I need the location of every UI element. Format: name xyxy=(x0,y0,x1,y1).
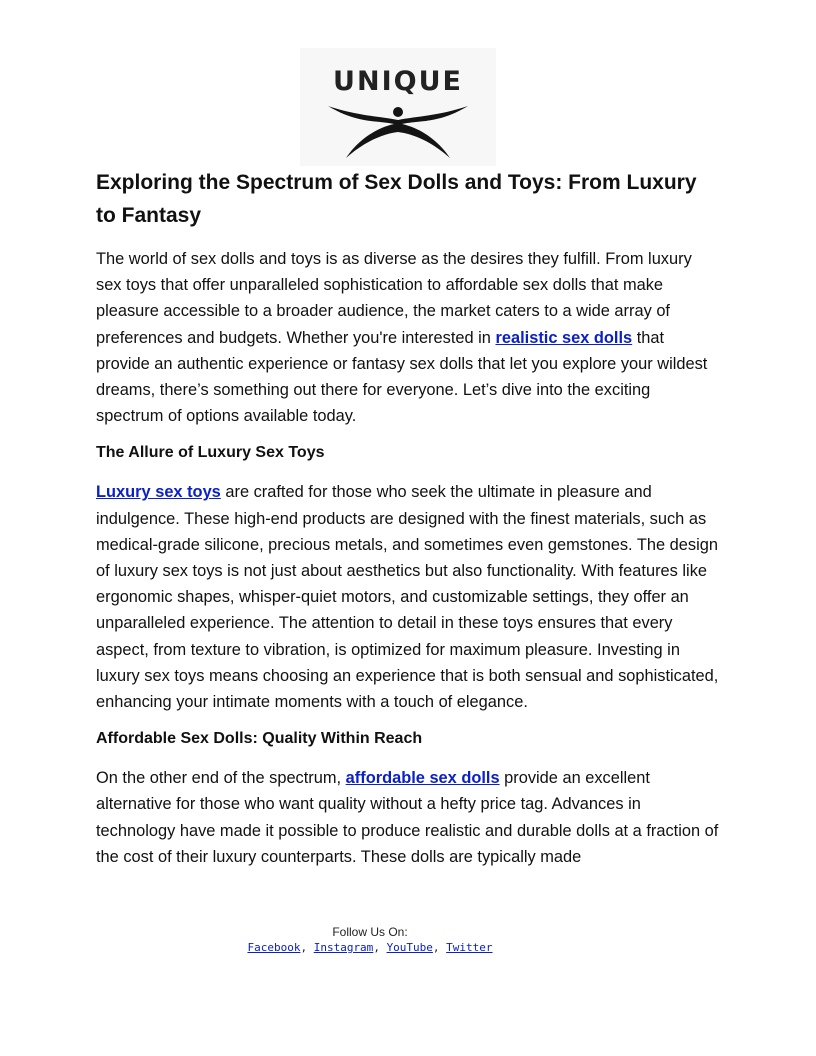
affordable-text-1: On the other end of the spectrum, xyxy=(96,769,346,788)
separator: , xyxy=(373,941,387,954)
affordable-paragraph xyxy=(96,765,720,870)
luxury-text: are crafted for those who seek the ultimate in pleasure and indulgence. These high-end products are designed with the finest materials, such as medical-grade silicone, precious metals, and sometimes even gemstones. The design of luxury sex toys is not just about aesthetics but also functionality. With features like ergonomic shapes, whisper-quiet motors, and customizable settings, they offer an unparalleled experience. The attention to detail in these toys ensures that every aspect, from texture to vibration, is optimized for maximum pleasure. Investing in luxury sex toys means choosing an experience that is both sensual and sophisticated, enhancing your intimate moments with a touch of elegance. xyxy=(96,483,719,712)
article-body xyxy=(96,166,720,882)
section-heading-affordable: Affordable Sex Dolls: Quality Within Reach xyxy=(96,730,423,748)
realistic-sex-dolls-link[interactable]: realistic sex dolls xyxy=(495,328,633,347)
intro-text-2: that provide an authentic experience or fantasy sex dolls that let you explore your wildest dreams, there’s something out there for everyone. Let’s dive into the exciting spectrum of options available today. xyxy=(96,328,708,426)
logo-text: UNIQUE xyxy=(333,66,463,97)
separator: , xyxy=(432,941,447,954)
section-heading-luxury: The Allure of Luxury Sex Toys xyxy=(96,444,325,462)
intro-paragraph xyxy=(96,246,720,429)
separator: , xyxy=(300,941,314,954)
social-links xyxy=(0,940,740,956)
article-title: Exploring the Spectrum of Sex Dolls and Toys: From Luxury to Fantasy xyxy=(96,171,697,227)
luxury-sex-toys-link[interactable]: Luxury sex toys xyxy=(96,483,221,502)
footer xyxy=(0,924,740,956)
affordable-sex-dolls-link[interactable]: affordable sex dolls xyxy=(345,769,500,788)
affordable-text-2: provide an excellent alternative for those who want quality without a hefty price tag. Advances in technology have made it possible to produce realistic and durable dolls at a fraction of the cost of their luxury counterparts. These dolls are typically made xyxy=(96,769,719,866)
follow-us-label: Follow Us On: xyxy=(332,925,408,939)
intro-text-1: The world of sex dolls and toys is as diverse as the desires they fulfill. From luxury sex toys that offer unparalleled sophistication to affordable sex dolls that make pleasure accessible to a broader audience, the market caters to a wide array of preferences and budgets. Whether you're interested in xyxy=(96,250,692,347)
youtube-link[interactable]: YouTube xyxy=(386,941,433,954)
instagram-link[interactable]: Instagram xyxy=(313,941,374,954)
brand-logo xyxy=(300,48,496,166)
logo-emblem-icon xyxy=(328,102,468,158)
twitter-link[interactable]: Twitter xyxy=(446,941,493,954)
luxury-paragraph xyxy=(96,479,720,715)
facebook-link[interactable]: Facebook xyxy=(247,941,301,954)
